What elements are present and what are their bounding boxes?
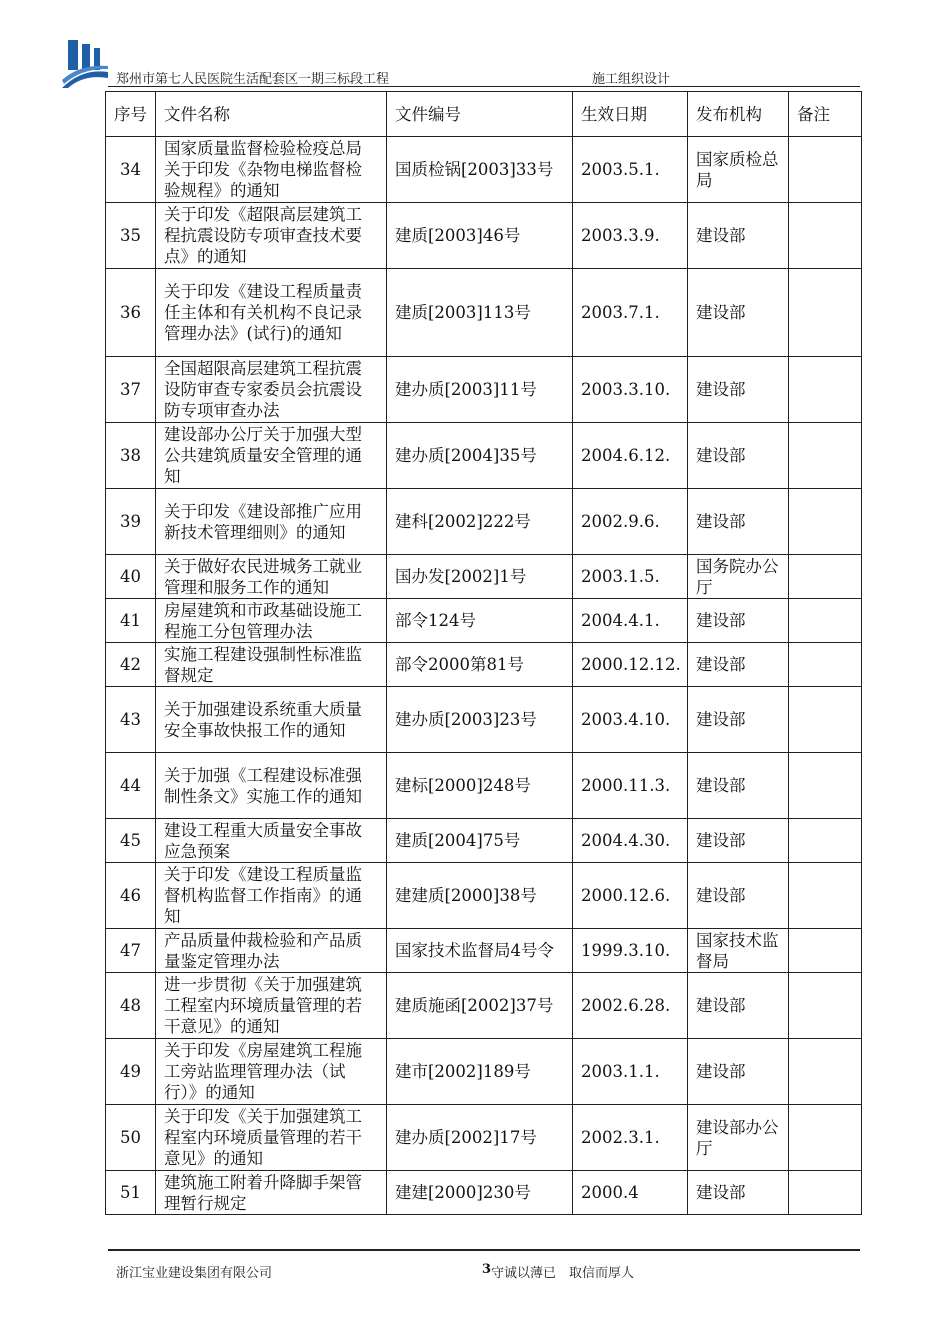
row-issuer: 建设部 <box>688 489 789 555</box>
row-note <box>789 863 862 929</box>
row-effective-date: 2000.12.6. <box>573 863 688 929</box>
row-note <box>789 489 862 555</box>
row-issuer: 建设部办公厅 <box>688 1105 789 1171</box>
row-file-name: 建设工程重大质量安全事故应急预案 <box>156 819 387 863</box>
row-note <box>789 643 862 687</box>
row-issuer: 国家质检总局 <box>688 137 789 203</box>
header-file-name: 文件名称 <box>156 92 387 137</box>
row-issuer: 建设部 <box>688 357 789 423</box>
row-file-name: 关于印发《关于加强建筑工程室内环境质量管理的若干意见》的通知 <box>156 1105 387 1171</box>
row-effective-date: 2004.6.12. <box>573 423 688 489</box>
row-effective-date: 2004.4.30. <box>573 819 688 863</box>
row-file-name: 建筑施工附着升降脚手架管理暂行规定 <box>156 1171 387 1215</box>
row-file-code: 建办质[2004]35号 <box>387 423 573 489</box>
row-issuer: 国家技术监督局 <box>688 929 789 973</box>
row-file-code: 建办质[2002]17号 <box>387 1105 573 1171</box>
header-file-code: 文件编号 <box>387 92 573 137</box>
header-issuer: 发布机构 <box>688 92 789 137</box>
row-issuer: 国务院办公厅 <box>688 555 789 599</box>
table-row <box>106 1105 862 1171</box>
row-effective-date: 2003.4.10. <box>573 687 688 753</box>
row-effective-date: 2003.5.1. <box>573 137 688 203</box>
row-file-name: 房屋建筑和市政基础设施工程施工分包管理办法 <box>156 599 387 643</box>
footer-company: 浙江宝业建设集团有限公司 <box>116 1266 273 1281</box>
row-issuer: 建设部 <box>688 643 789 687</box>
row-effective-date: 2000.11.3. <box>573 753 688 819</box>
row-file-name: 国家质量监督检验检疫总局关于印发《杂物电梯监督检验规程》的通知 <box>156 137 387 203</box>
row-seq: 34 <box>106 137 156 203</box>
row-seq: 48 <box>106 973 156 1039</box>
row-note <box>789 269 862 357</box>
row-file-code: 国质检锅[2003]33号 <box>387 137 573 203</box>
table-row <box>106 599 862 643</box>
row-note <box>789 1171 862 1215</box>
row-seq: 41 <box>106 599 156 643</box>
row-file-code: 部令2000第81号 <box>387 643 573 687</box>
row-issuer: 建设部 <box>688 863 789 929</box>
table-row <box>106 929 862 973</box>
row-note <box>789 203 862 269</box>
row-seq: 43 <box>106 687 156 753</box>
row-file-code: 建质[2004]75号 <box>387 819 573 863</box>
footer-motto: 守诚以薄已 取信而厚人 <box>491 1266 635 1281</box>
row-effective-date: 2003.3.10. <box>573 357 688 423</box>
row-seq: 50 <box>106 1105 156 1171</box>
table-row <box>106 687 862 753</box>
row-file-code: 建办质[2003]11号 <box>387 357 573 423</box>
row-seq: 40 <box>106 555 156 599</box>
table-row <box>106 973 862 1039</box>
table-row <box>106 819 862 863</box>
row-issuer: 建设部 <box>688 599 789 643</box>
row-file-name: 关于印发《建设工程质量责任主体和有关机构不良记录管理办法》(试行)的通知 <box>156 269 387 357</box>
row-note <box>789 819 862 863</box>
header-document-type: 施工组织设计 <box>592 72 671 87</box>
row-file-code: 建建[2000]230号 <box>387 1171 573 1215</box>
row-seq: 45 <box>106 819 156 863</box>
row-effective-date: 2000.4 <box>573 1171 688 1215</box>
row-issuer: 建设部 <box>688 269 789 357</box>
row-issuer: 建设部 <box>688 1171 789 1215</box>
row-effective-date: 2003.3.9. <box>573 203 688 269</box>
row-seq: 35 <box>106 203 156 269</box>
row-file-code: 建质施函[2002]37号 <box>387 973 573 1039</box>
row-note <box>789 753 862 819</box>
row-issuer: 建设部 <box>688 753 789 819</box>
row-note <box>789 423 862 489</box>
row-note <box>789 357 862 423</box>
header-divider <box>108 86 860 87</box>
row-seq: 38 <box>106 423 156 489</box>
row-file-name: 关于印发《建设工程质量监督机构监督工作指南》的通知 <box>156 863 387 929</box>
row-seq: 46 <box>106 863 156 929</box>
row-issuer: 建设部 <box>688 973 789 1039</box>
header-effective-date: 生效日期 <box>573 92 688 137</box>
row-file-code: 建科[2002]222号 <box>387 489 573 555</box>
table-row <box>106 555 862 599</box>
row-file-name: 关于印发《超限高层建筑工程抗震设防专项审查技术要点》的通知 <box>156 203 387 269</box>
row-effective-date: 2000.12.12. <box>573 643 688 687</box>
row-file-code: 建质[2003]113号 <box>387 269 573 357</box>
row-seq: 39 <box>106 489 156 555</box>
table-row <box>106 137 862 203</box>
row-file-name: 关于做好农民进城务工就业管理和服务工作的通知 <box>156 555 387 599</box>
row-issuer: 建设部 <box>688 819 789 863</box>
company-logo <box>60 38 110 90</box>
row-file-code: 国家技术监督局4号令 <box>387 929 573 973</box>
row-file-code: 建市[2002]189号 <box>387 1039 573 1105</box>
row-note <box>789 1039 862 1105</box>
table-header-row <box>106 92 862 137</box>
table-row <box>106 863 862 929</box>
row-file-code: 部令124号 <box>387 599 573 643</box>
row-note <box>789 929 862 973</box>
row-note <box>789 973 862 1039</box>
row-file-code: 国办发[2002]1号 <box>387 555 573 599</box>
row-file-name: 关于加强《工程建设标准强制性条文》实施工作的通知 <box>156 753 387 819</box>
table-row <box>106 1171 862 1215</box>
row-issuer: 建设部 <box>688 687 789 753</box>
row-file-name: 关于印发《房屋建筑工程施工旁站监理管理办法（试行）》的通知 <box>156 1039 387 1105</box>
row-note <box>789 687 862 753</box>
row-issuer: 建设部 <box>688 423 789 489</box>
row-note <box>789 137 862 203</box>
row-note <box>789 1105 862 1171</box>
header-title: 郑州市第七人民医院生活配套区一期三标段工程 <box>116 72 390 87</box>
row-seq: 47 <box>106 929 156 973</box>
row-seq: 49 <box>106 1039 156 1105</box>
row-issuer: 建设部 <box>688 1039 789 1105</box>
row-file-name: 建设部办公厅关于加强大型公共建筑质量安全管理的通知 <box>156 423 387 489</box>
table-row <box>106 643 862 687</box>
row-file-code: 建标[2000]248号 <box>387 753 573 819</box>
row-effective-date: 2002.6.28. <box>573 973 688 1039</box>
row-effective-date: 2002.3.1. <box>573 1105 688 1171</box>
row-effective-date: 2003.7.1. <box>573 269 688 357</box>
row-file-code: 建质[2003]46号 <box>387 203 573 269</box>
table-row <box>106 753 862 819</box>
row-seq: 42 <box>106 643 156 687</box>
row-file-code: 建建质[2000]38号 <box>387 863 573 929</box>
row-effective-date: 2004.4.1. <box>573 599 688 643</box>
regulations-table <box>105 91 862 1215</box>
header-note: 备注 <box>789 92 862 137</box>
table-row <box>106 203 862 269</box>
table-row <box>106 269 862 357</box>
row-file-name: 实施工程建设强制性标准监督规定 <box>156 643 387 687</box>
row-seq: 51 <box>106 1171 156 1215</box>
page-number: 3 <box>482 1262 492 1277</box>
table-row <box>106 357 862 423</box>
header-seq: 序号 <box>106 92 156 137</box>
table-row <box>106 1039 862 1105</box>
row-file-name: 全国超限高层建筑工程抗震设防审查专家委员会抗震设防专项审查办法 <box>156 357 387 423</box>
row-effective-date: 2003.1.1. <box>573 1039 688 1105</box>
row-seq: 36 <box>106 269 156 357</box>
table-row <box>106 423 862 489</box>
row-seq: 37 <box>106 357 156 423</box>
row-file-name: 关于印发《建设部推广应用新技术管理细则》的通知 <box>156 489 387 555</box>
row-effective-date: 1999.3.10. <box>573 929 688 973</box>
table-row <box>106 489 862 555</box>
row-note <box>789 599 862 643</box>
row-issuer: 建设部 <box>688 203 789 269</box>
row-effective-date: 2002.9.6. <box>573 489 688 555</box>
row-file-name: 产品质量仲裁检验和产品质量鉴定管理办法 <box>156 929 387 973</box>
footer-divider <box>108 1249 860 1251</box>
row-file-name: 进一步贯彻《关于加强建筑工程室内环境质量管理的若干意见》的通知 <box>156 973 387 1039</box>
row-file-code: 建办质[2003]23号 <box>387 687 573 753</box>
row-file-name: 关于加强建设系统重大质量安全事故快报工作的通知 <box>156 687 387 753</box>
row-seq: 44 <box>106 753 156 819</box>
row-note <box>789 555 862 599</box>
row-effective-date: 2003.1.5. <box>573 555 688 599</box>
